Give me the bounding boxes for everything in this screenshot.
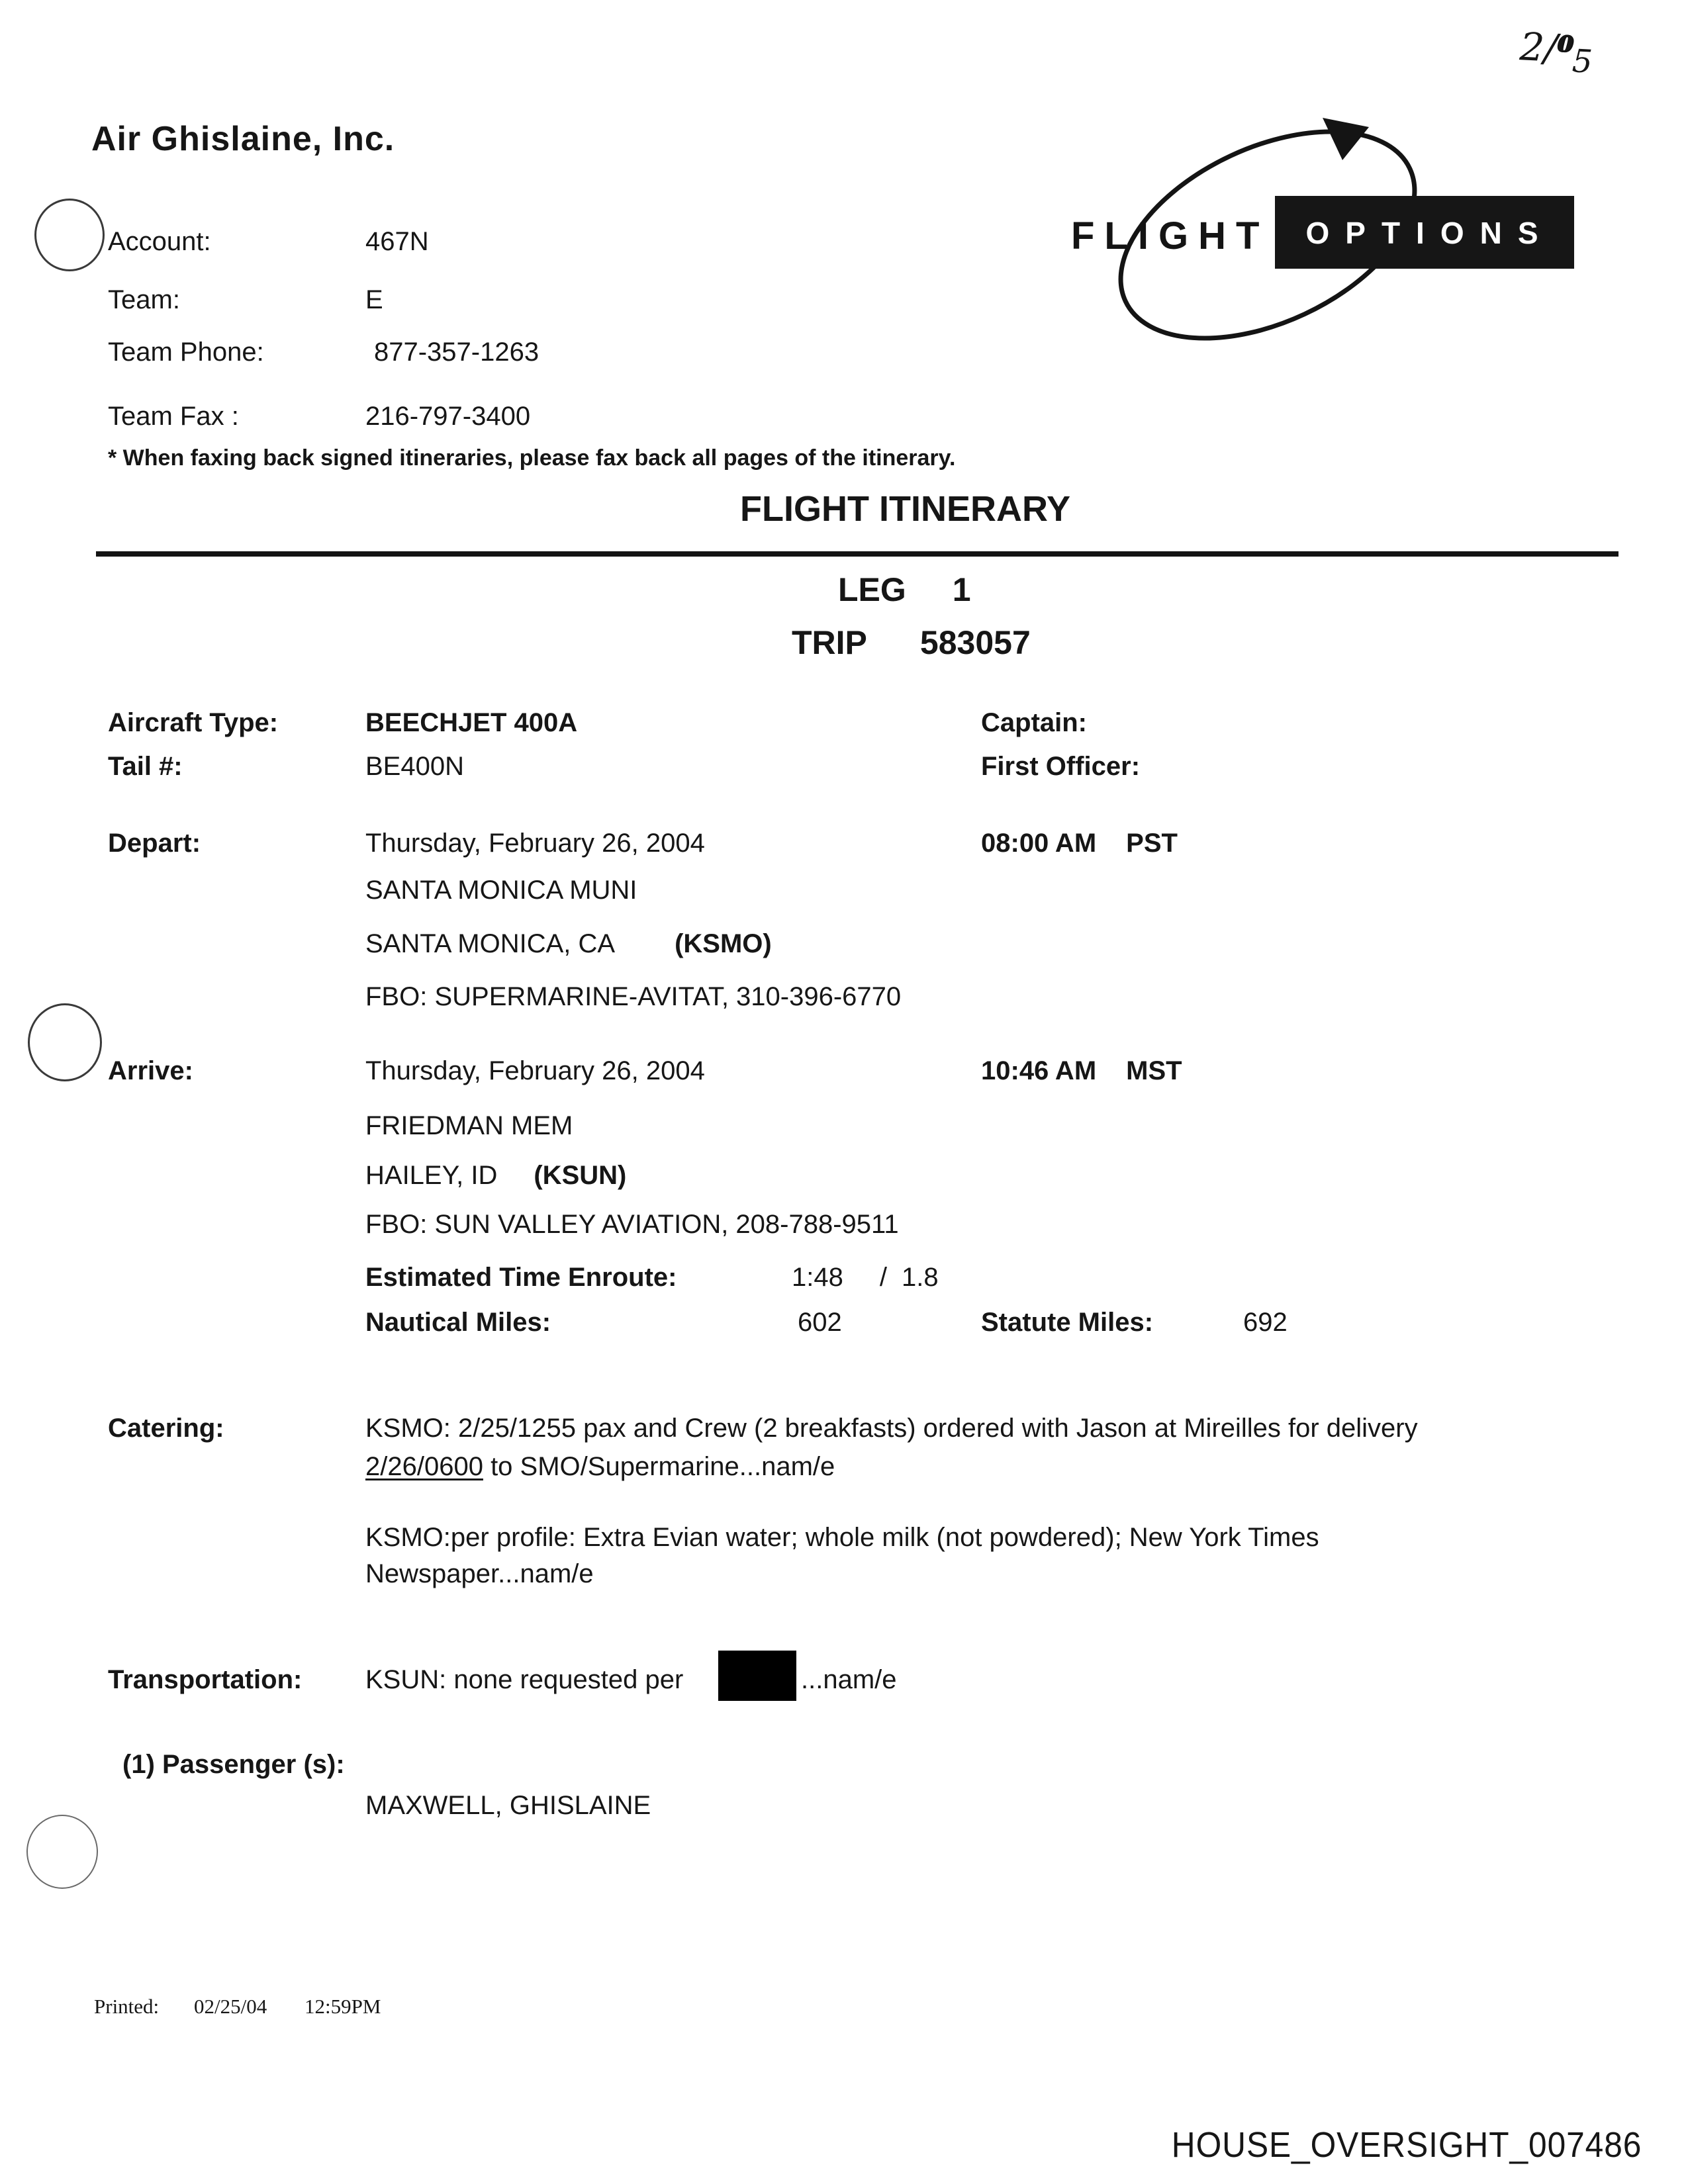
arrive-time-line xyxy=(981,1058,1182,1084)
depart-date: Thursday, February 26, 2004 xyxy=(365,829,705,858)
aircraft-type-value: BEECHJET 400A xyxy=(365,708,578,737)
punch-hole-mark xyxy=(26,1815,98,1889)
flight-options-logo xyxy=(1059,99,1655,430)
catering-profile-line-2: Newspaper...nam/e xyxy=(365,1559,594,1588)
passengers-label: (1) Passenger (s): xyxy=(122,1750,345,1779)
leg-number: 1 xyxy=(952,571,971,608)
tail-number-label: Tail #: xyxy=(108,752,183,781)
arrive-city-line xyxy=(365,1162,626,1189)
logo-flight-text: FLIGHT xyxy=(1071,214,1270,257)
catering-profile-line-1: KSMO:per profile: Extra Evian water; whole milk (not powdered); New York Times xyxy=(365,1523,1319,1552)
team-fax-label: Team Fax : xyxy=(108,402,239,431)
statute-miles-value: 692 xyxy=(1243,1308,1288,1337)
account-value: 467N xyxy=(365,227,429,256)
transportation-text-after: ...nam/e xyxy=(801,1665,897,1694)
depart-label: Depart: xyxy=(108,829,201,858)
depart-airport-code: (KSMO) xyxy=(675,929,772,958)
nautical-miles-label: Nautical Miles: xyxy=(365,1308,551,1337)
trip-number: 583057 xyxy=(919,624,1031,661)
arrive-city: HAILEY, ID xyxy=(365,1161,498,1190)
trip-line xyxy=(792,626,1031,659)
handwritten-five: 5 xyxy=(1571,42,1594,81)
arrive-airport: FRIEDMAN MEM xyxy=(365,1111,573,1140)
company-name: Air Ghislaine, Inc. xyxy=(91,120,395,158)
handwritten-zero: 0 xyxy=(1556,30,1574,58)
redaction-box xyxy=(718,1651,796,1701)
trip-label: TRIP xyxy=(792,624,867,661)
punch-hole-mark xyxy=(34,199,105,271)
catering-delivery-datetime: 2/26/0600 xyxy=(365,1452,483,1481)
team-phone-label: Team Phone: xyxy=(108,338,264,367)
team-phone-value: 877-357-1263 xyxy=(374,338,539,367)
aircraft-type-label: Aircraft Type: xyxy=(108,708,279,737)
statute-miles-label: Statute Miles: xyxy=(981,1308,1154,1337)
arrive-label: Arrive: xyxy=(108,1056,193,1085)
catering-line-1: KSMO: 2/25/1255 pax and Crew (2 breakfasts) ordered with Jason at Mireilles for delivery xyxy=(365,1414,1418,1443)
printed-date: 02/25/04 xyxy=(194,1995,267,2018)
passenger-name: MAXWELL, GHISLAINE xyxy=(365,1791,651,1820)
handwritten-prefix: 2/ xyxy=(1519,24,1559,71)
depart-time: 08:00 AM xyxy=(981,829,1097,858)
catering-line-2-rest: to SMO/Supermarine...nam/e xyxy=(483,1452,835,1481)
arrive-timezone: MST xyxy=(1126,1056,1182,1085)
arrive-airport-code: (KSUN) xyxy=(534,1161,627,1190)
printed-time: 12:59PM xyxy=(305,1995,381,2018)
team-label: Team: xyxy=(108,285,180,314)
enroute-time: 1:48 xyxy=(792,1263,843,1292)
logo-options-text: OPTIONS xyxy=(1305,216,1554,250)
team-value: E xyxy=(365,285,383,314)
catering-line-2 xyxy=(365,1453,835,1480)
arrive-date: Thursday, February 26, 2004 xyxy=(365,1056,705,1085)
team-fax-value: 216-797-3400 xyxy=(365,402,531,431)
tail-number-value: BE400N xyxy=(365,752,464,781)
transportation-text-before: KSUN: none requested per xyxy=(365,1665,684,1694)
account-label: Account: xyxy=(108,227,211,256)
depart-time-line xyxy=(981,830,1178,856)
enroute-hours: 1.8 xyxy=(901,1263,939,1292)
depart-airport: SANTA MONICA MUNI xyxy=(365,876,637,905)
enroute-values xyxy=(792,1264,939,1291)
arrive-fbo: FBO: SUN VALLEY AVIATION, 208-788-9511 xyxy=(365,1210,899,1239)
depart-fbo: FBO: SUPERMARINE-AVITAT, 310-396-6770 xyxy=(365,982,902,1011)
document-id-stamp: HOUSE_OVERSIGHT_007486 xyxy=(1171,2125,1642,2165)
leg-line xyxy=(838,573,971,606)
catering-label: Catering: xyxy=(108,1414,224,1443)
page-title: FLIGHT ITINERARY xyxy=(740,489,1070,529)
swoosh-arrowhead-icon xyxy=(1323,118,1369,160)
printed-label: Printed: xyxy=(94,1995,160,2018)
depart-city: SANTA MONICA, CA xyxy=(365,929,616,958)
nautical-miles-value: 602 xyxy=(798,1308,842,1337)
leg-label: LEG xyxy=(838,571,906,608)
horizontal-rule xyxy=(96,551,1618,557)
punch-hole-mark xyxy=(28,1003,102,1081)
enroute-separator: / xyxy=(879,1263,887,1292)
arrive-time: 10:46 AM xyxy=(981,1056,1097,1085)
transportation-label: Transportation: xyxy=(108,1665,303,1694)
enroute-label: Estimated Time Enroute: xyxy=(365,1263,677,1292)
handwritten-page-note xyxy=(1519,24,1595,81)
first-officer-label: First Officer: xyxy=(981,752,1141,781)
fax-instruction-note: * When faxing back signed itineraries, please fax back all pages of the itinerary. xyxy=(108,445,956,471)
depart-city-line xyxy=(365,931,772,957)
depart-timezone: PST xyxy=(1126,829,1178,858)
captain-label: Captain: xyxy=(981,708,1087,737)
